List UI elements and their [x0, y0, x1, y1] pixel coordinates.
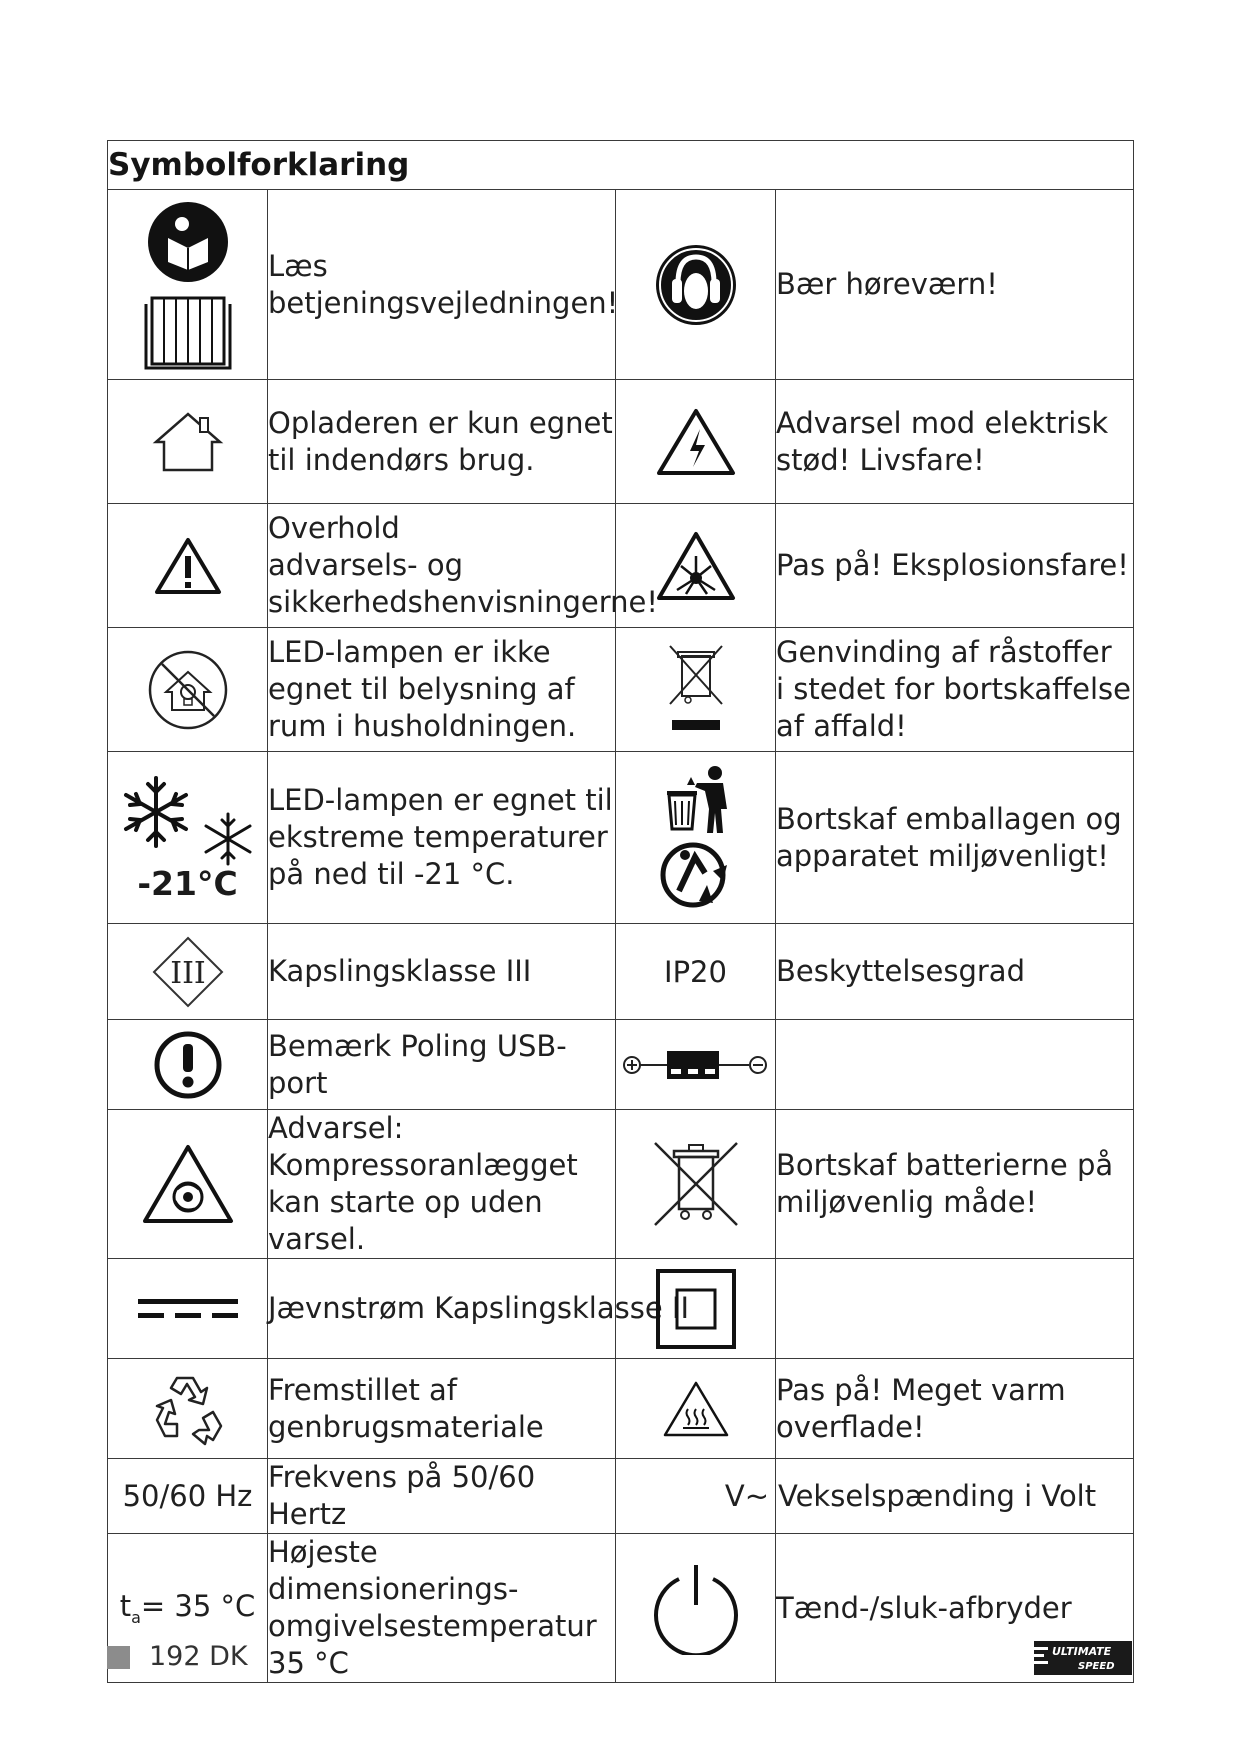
protection-class-3-icon [150, 934, 226, 1010]
warning-triangle-icon [153, 536, 223, 596]
dispose-packaging-text [776, 752, 1134, 924]
hot-surface-text [776, 1359, 1134, 1459]
polarity-icon [621, 1045, 771, 1085]
ear-protection-icon [654, 243, 738, 327]
ear-protection-symbol-cell [616, 190, 776, 380]
ambient-temperature-subscript: a [131, 1607, 141, 1627]
ac-voltage-label: Vekselspænding i Volt [778, 1478, 1097, 1513]
ip-rating-symbol-cell [616, 924, 776, 1020]
ac-voltage-symbol-cell [616, 1459, 776, 1534]
table-row [108, 190, 1134, 380]
no-household-lighting-text [268, 628, 616, 752]
explosion-label: Pas på! Eksplosionsfare! [776, 548, 1129, 582]
recycled-material-text [268, 1359, 616, 1459]
indoor-symbol-cell [108, 380, 268, 504]
snowflake-icon [120, 772, 256, 868]
low-temperature-text [268, 752, 616, 924]
temperature-label: -21°C [137, 864, 238, 903]
compressor-warning-text [268, 1110, 616, 1259]
ambient-temperature-symbol [119, 1589, 256, 1627]
read-manual-symbol-cell [108, 190, 268, 380]
recycled-material-symbol-cell [108, 1359, 268, 1459]
electric-shock-symbol-cell [616, 380, 776, 504]
protection-class-3-symbol-cell [108, 924, 268, 1020]
hot-surface-label: Pas på! Meget varm overflade! [776, 1372, 1066, 1444]
electric-shock-warning-icon [655, 407, 737, 477]
table-row [108, 1259, 1134, 1359]
read-manual-label: Læs betjeningsvejledningen! [268, 248, 619, 320]
table-row [108, 1020, 1134, 1110]
low-temperature-symbol-cell [108, 752, 268, 924]
recycled-material-label: Fremstillet af genbrugsmateriale [268, 1372, 544, 1444]
footer-marker [107, 1646, 130, 1669]
electric-shock-text [776, 380, 1134, 504]
dispose-packaging-symbol-cell [616, 752, 776, 924]
attention-symbol-cell [108, 1020, 268, 1110]
compressor-warning-label: Advarsel: Kompressoranlægget kan starte op uden varsel. [268, 1111, 578, 1256]
ac-voltage-text [776, 1459, 1134, 1534]
ambient-temperature-value: = 35 °C [140, 1589, 256, 1624]
explosion-text [776, 504, 1134, 628]
table-row [108, 380, 1134, 504]
protection-class-3-label: Kapslingsklasse III [268, 954, 532, 988]
dispose-packaging-icon [655, 763, 737, 913]
battery-disposal-symbol-cell [616, 1110, 776, 1259]
direct-current-icon [136, 1297, 240, 1321]
table-row [108, 1459, 1134, 1534]
page-number: 192 DK [149, 1641, 248, 1672]
read-manual-icon [138, 200, 238, 370]
indoor-label: Opladeren er kun egnet til indendørs brug. [268, 405, 613, 477]
table-row [108, 504, 1134, 628]
power-switch-label: Tænd-/sluk-afbryder [776, 1590, 1072, 1625]
svg-text:SPEED: SPEED [1078, 1661, 1115, 1672]
no-household-lighting-symbol-cell [108, 628, 268, 752]
ambient-temperature-label: Højeste dimensionerings- omgivelsestemperatur 35 °C [268, 1535, 597, 1680]
warning-text [268, 504, 658, 628]
hot-surface-icon [661, 1379, 731, 1439]
frequency-text [268, 1459, 616, 1534]
no-household-lighting-label: LED-lampen er ikke egnet til belysning af rum i husholdningen. [268, 635, 577, 743]
compressor-warning-symbol-cell [108, 1110, 268, 1259]
table-title-row [108, 141, 1134, 190]
usb-polarity-text [268, 1020, 616, 1110]
recycle-icon [147, 1368, 229, 1450]
warning-label: Overhold advarsels- og sikkerhedshenvisningerne! [268, 511, 658, 619]
house-icon [150, 410, 226, 474]
no-household-lighting-icon [146, 648, 230, 732]
ip-rating-symbol: IP20 [664, 954, 727, 989]
power-icon [649, 1561, 743, 1655]
protection-class-3-text [268, 924, 616, 1020]
direct-current-label: Jævnstrøm Kapslingsklasse II [268, 1291, 689, 1325]
dispose-packaging-label: Bortskaf emballagen og apparatet miljøvenligt! [776, 801, 1122, 873]
ambient-temperature-t: t [119, 1589, 132, 1624]
ac-voltage-symbol: V~ [724, 1479, 769, 1513]
warning-symbol-cell [108, 504, 268, 628]
battery-disposal-text [776, 1110, 1134, 1259]
recycle-raw-materials-symbol-cell [616, 628, 776, 752]
symbol-table [107, 140, 1134, 1683]
frequency-symbol: 50/60 Hz [122, 1479, 253, 1513]
table-row [108, 628, 1134, 752]
brand-logo [1034, 1641, 1132, 1675]
empty-cell [776, 1259, 1134, 1359]
power-switch-symbol-cell [616, 1534, 776, 1683]
frequency-label: Frekvens på 50/60 Hertz [268, 1460, 536, 1531]
electric-shock-label: Advarsel mod elektrisk stød! Livsfare! [776, 405, 1109, 477]
ear-protection-text [776, 190, 1134, 380]
battery-disposal-label: Bortskaf batterierne på miljøvenlig måde! [776, 1148, 1114, 1219]
protection-class-3-numeral: III [169, 955, 206, 991]
table-title: Symbolforklaring [108, 141, 1134, 190]
usb-polarity-label: Bemærk Poling USB-port [268, 1028, 567, 1100]
recycle-raw-materials-text [776, 628, 1134, 752]
ip-rating-label: Beskyttelsesgrad [776, 954, 1025, 988]
table-row [108, 924, 1134, 1020]
polarity-symbol-cell [616, 1020, 776, 1110]
table-row [108, 752, 1134, 924]
svg-text:ULTIMATE: ULTIMATE [1052, 1645, 1112, 1658]
ip-rating-text [776, 924, 1134, 1020]
exclamation-circle-icon [153, 1030, 223, 1100]
read-manual-text [268, 190, 619, 380]
table-row [108, 1110, 1134, 1259]
recycle-raw-materials-label: Genvinding af råstoffer i stedet for bortskaffelse af affald! [776, 635, 1131, 743]
direct-current-symbol-cell [108, 1259, 268, 1359]
empty-cell [776, 1020, 1134, 1110]
compressor-warning-icon [141, 1143, 235, 1225]
ambient-temperature-text [268, 1534, 616, 1683]
direct-current-text [268, 1259, 689, 1359]
hot-surface-symbol-cell [616, 1359, 776, 1459]
table-row [108, 1534, 1134, 1683]
ear-protection-label: Bær høreværn! [776, 267, 998, 301]
crossed-bin-icon [664, 642, 728, 738]
indoor-text [268, 380, 616, 504]
low-temperature-label: LED-lampen er egnet til ekstreme temperaturer på ned til -21 °C. [268, 783, 613, 891]
table-row [108, 1359, 1134, 1459]
crossed-bin-battery-icon [651, 1139, 741, 1229]
frequency-symbol-cell [108, 1459, 268, 1534]
explosion-warning-icon [655, 530, 737, 602]
